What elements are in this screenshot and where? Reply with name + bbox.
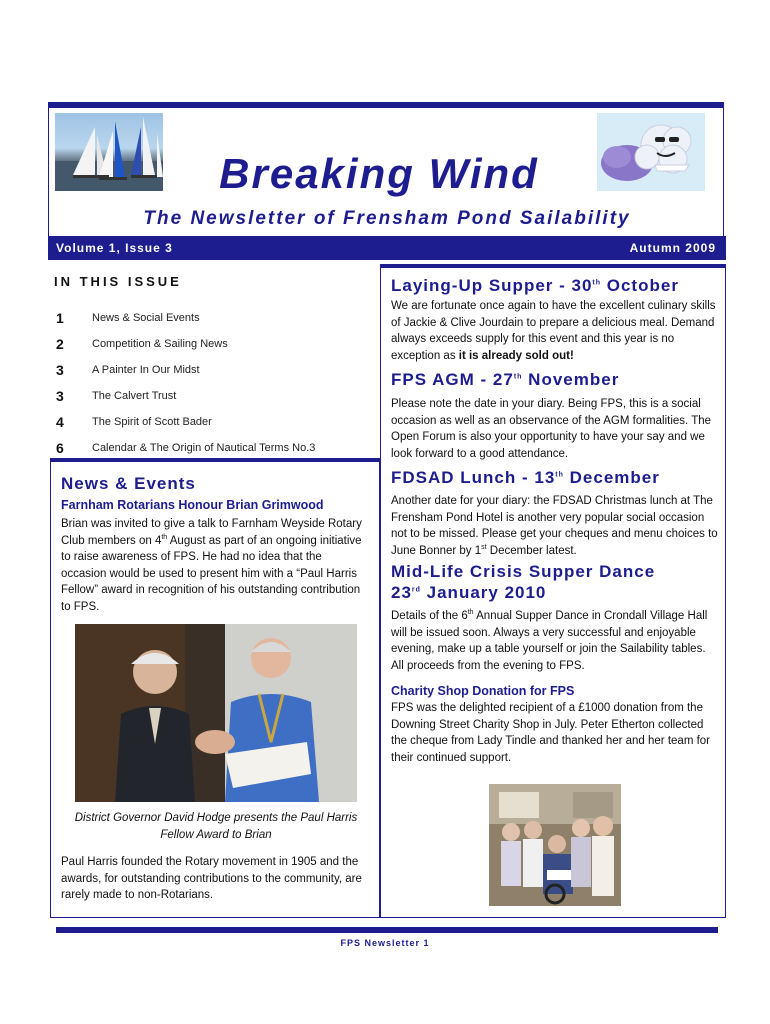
toc-item	[56, 388, 366, 414]
issue-season: Autumn 2009	[629, 241, 716, 255]
toc-item-label: Calendar & The Origin of Nautical Terms No.3	[92, 442, 316, 454]
charity-shop-text: FPS was the delighted recipient of a £1000 donation from the Downing Street Charity Shop in July. Peter Etherton collected the cheque from Lady Tindle and thanked her and her team for their continued support.	[391, 702, 711, 764]
sailing-boats-photo	[55, 113, 163, 191]
toc-item-label: The Calvert Trust	[92, 390, 177, 402]
social-events-column	[380, 264, 726, 918]
rotarians-paragraph: Brian was invited to give a talk to Farnham Weyside Rotary Club members on 4th August as part of an ongoing initiative to raise awareness of FPS. He had no idea that the occasion would be used to present him with a “Paul Harris Fellow” award in recognition of his outstanding contribution to FPS.	[61, 518, 362, 613]
supper-dance-heading: Mid-Life Crisis Supper Dance	[391, 562, 656, 581]
toc-page-number: 6	[56, 440, 64, 456]
toc-item	[56, 336, 366, 362]
toc-page-number: 4	[56, 414, 64, 430]
toc-item-label: News & Social Events	[92, 312, 200, 324]
newsletter-subtitle: The Newsletter of Frensham Pond Sailability	[143, 208, 631, 229]
charity-shop-heading: Charity Shop Donation for FPS	[391, 684, 575, 698]
toc-item-label: Competition & Sailing News	[92, 338, 228, 350]
toc-page-number: 3	[56, 388, 64, 404]
news-events-section	[50, 458, 380, 918]
laying-up-supper-heading: Laying-Up Supper - 30th October	[391, 276, 679, 295]
newsletter-title: Breaking Wind	[219, 150, 539, 197]
fdsad-lunch-heading: FDSAD Lunch - 13th December	[391, 468, 660, 487]
award-presentation-photo	[75, 624, 357, 802]
masthead	[48, 102, 724, 257]
toc-item	[56, 414, 366, 440]
supper-dance-text: Details of the 6th Annual Supper Dance in Crondall Village Hall will be issued soon. Always a very successful and enjoyable evening, make up a table yourself or join the Sailability tables. All proceeds from the evening to FPS.	[391, 609, 708, 672]
rotarians-subheading: Farnham Rotarians Honour Brian Grimwood	[61, 498, 324, 512]
toc-item	[56, 362, 366, 388]
toc-item-label: A Painter In Our Midst	[92, 364, 200, 376]
fdsad-lunch-text: Another date for your diary: the FDSAD Christmas lunch at The Frensham Pond Hotel is another very popular social occasion not to be missed. Please get your cheques and menu choices to June Bonner by 1st December latest.	[391, 495, 718, 557]
footer-rule	[56, 927, 718, 933]
toc-page-number: 2	[56, 336, 64, 352]
toc-heading: IN THIS ISSUE	[54, 274, 182, 289]
laying-up-supper-text: We are fortunate once again to have the excellent culinary skills of Jackie & Clive Jourdain to prepare a delicious meal. Demand always exceeds supply for this event and this year is no exception as it is already sold out!	[391, 300, 716, 362]
agm-text: Please note the date in your diary. Being FPS, this is a social occasion as well as an observance of the AGM formalities. The Open Forum is also your opportunity to have your say and we look forward to a good attendance.	[391, 398, 712, 460]
in-this-issue-box	[48, 262, 370, 457]
toc-page-number: 1	[56, 310, 64, 326]
news-events-heading: News & Events	[61, 474, 196, 493]
wind-cloud-cartoon-icon	[597, 113, 705, 191]
volume-issue: Volume 1, Issue 3	[56, 241, 173, 255]
toc-page-number: 3	[56, 362, 64, 378]
issue-bar	[48, 236, 726, 260]
page-footer: FPS Newsletter 1	[340, 938, 430, 948]
charity-shop-photo	[489, 784, 621, 906]
agm-heading: FPS AGM - 27th November	[391, 370, 620, 389]
award-photo-caption: District Governor David Hodge presents the Paul Harris Fellow Award to Brian	[74, 812, 358, 841]
toc-item	[56, 310, 366, 336]
toc-item-label: The Spirit of Scott Bader	[92, 416, 212, 428]
rotary-history-paragraph: Paul Harris founded the Rotary movement in 1905 and the awards, for outstanding contributions to the community, are rarely made to non-Rotarians.	[61, 856, 362, 901]
supper-dance-date: 23rd January 2010	[391, 583, 547, 602]
